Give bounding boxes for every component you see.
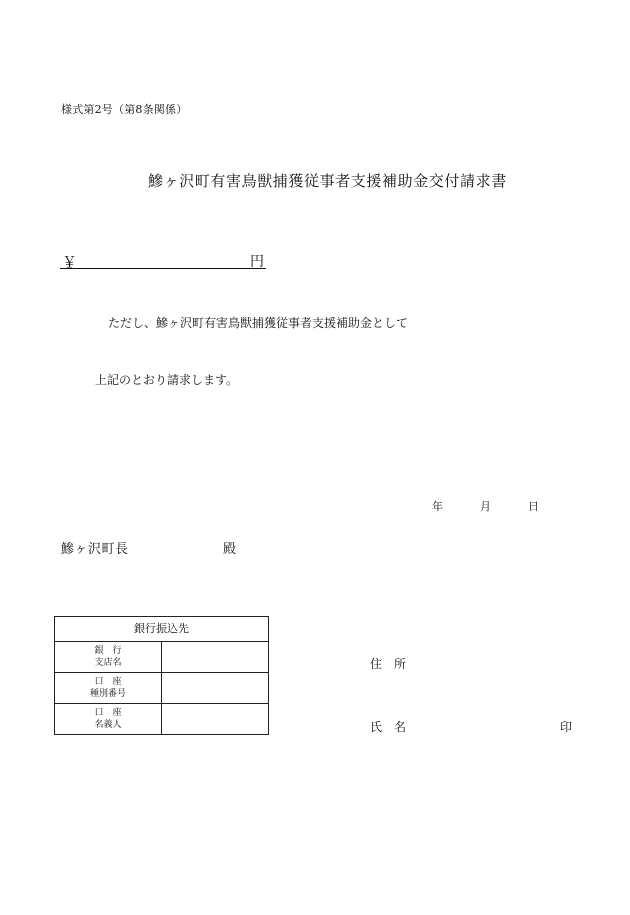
bank-transfer-table (54, 616, 269, 735)
account-label-line1: 口 座 (94, 708, 122, 718)
document-title: 鰺ヶ沢町有害鳥獣捕獲従事者支援補助金交付請求書 (148, 172, 507, 190)
form-number: 様式第2号（第8条関係） (61, 103, 188, 116)
seal-label: 印 (560, 720, 573, 734)
bank-branch-label (55, 642, 162, 673)
table-row (55, 642, 269, 673)
account-type-number-label (55, 673, 162, 704)
table-row (55, 704, 269, 735)
account-type-number-value[interactable] (162, 673, 269, 704)
table-row (55, 673, 269, 704)
amount-field-underline[interactable] (60, 250, 266, 269)
bank-label-line1: 銀 行 (94, 646, 122, 656)
holder-label-line2: 名義人 (94, 720, 122, 730)
account-label-line1: 口 座 (94, 677, 122, 687)
request-statement: 上記のとおり請求します。 (95, 373, 239, 387)
address-label: 住 所 (370, 657, 407, 671)
bank-transfer-header: 銀行振込先 (55, 617, 269, 642)
name-label: 氏 名 (370, 720, 407, 734)
addressee-name: 鰺ヶ沢町長 (61, 542, 129, 557)
currency-unit: 円 (250, 254, 264, 270)
bank-branch-value[interactable] (162, 642, 269, 673)
date-year-label: 年 (432, 500, 443, 513)
currency-symbol: ￥ (62, 253, 78, 271)
type-number-label-line2: 種別番号 (89, 689, 126, 699)
account-holder-label (55, 704, 162, 735)
date-month-label: 月 (480, 500, 491, 513)
branch-label-line2: 支店名 (94, 658, 122, 668)
date-day-label: 日 (528, 500, 539, 513)
purpose-text: ただし、鰺ヶ沢町有害鳥獣捕獲従事者支援補助金として (108, 316, 409, 330)
account-holder-value[interactable] (162, 704, 269, 735)
addressee-honorific: 殿 (223, 542, 237, 557)
